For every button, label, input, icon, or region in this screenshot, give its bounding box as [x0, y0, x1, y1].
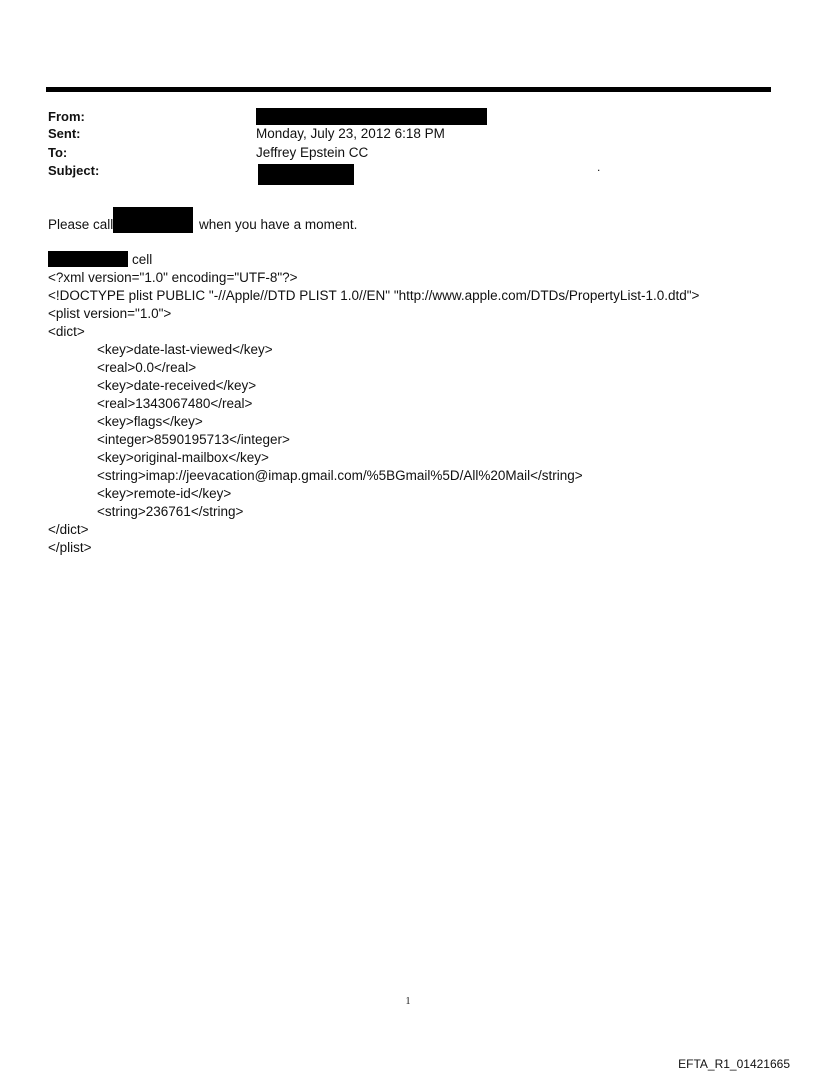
- xml-line: <integer>8590195713</integer>: [97, 432, 290, 447]
- xml-line: <real>0.0</real>: [97, 360, 197, 375]
- cell-label: cell: [132, 252, 153, 267]
- subject-label: Subject:: [48, 163, 100, 178]
- name-redaction: [113, 207, 193, 233]
- sent-label: Sent:: [48, 126, 81, 141]
- stray-mark: .: [597, 160, 601, 174]
- xml-line: <key>original-mailbox</key>: [97, 450, 269, 465]
- from-label: From:: [48, 109, 85, 124]
- xml-line: <key>date-received</key>: [97, 378, 257, 393]
- xml-line: <string>imap://jeevacation@imap.gmail.com/%5BGmail%5D/All%20Mail</string>: [97, 468, 583, 483]
- sent-value: Monday, July 23, 2012 6:18 PM: [256, 126, 445, 141]
- subject-redaction: [258, 164, 354, 185]
- to-label: To:: [48, 145, 68, 160]
- xml-line: <dict>: [48, 324, 85, 339]
- to-value: Jeffrey Epstein CC: [256, 145, 369, 160]
- xml-line: <plist version="1.0">: [48, 306, 172, 321]
- xml-line: </dict>: [48, 522, 89, 537]
- xml-line: <key>date-last-viewed</key>: [97, 342, 273, 357]
- xml-line: <key>remote-id</key>: [97, 486, 232, 501]
- xml-line: <!DOCTYPE plist PUBLIC "-//Apple//DTD PLIST 1.0//EN" "http://www.apple.com/DTDs/PropertyList-1.0.dtd">: [48, 288, 700, 303]
- body-line-1-suffix: when you have a moment.: [199, 217, 358, 232]
- xml-line: <real>1343067480</real>: [97, 396, 253, 411]
- cell-number-redaction: [48, 251, 128, 267]
- from-redaction: [256, 108, 487, 125]
- page-number: 1: [405, 996, 411, 1007]
- xml-line: </plist>: [48, 540, 92, 555]
- body-line-1-prefix: Please call: [48, 217, 114, 232]
- xml-line: <key>flags</key>: [97, 414, 203, 429]
- bates-number: EFTA_R1_01421665: [678, 1057, 790, 1071]
- xml-line: <?xml version="1.0" encoding="UTF-8"?>: [48, 270, 298, 285]
- header-rule: [46, 87, 771, 92]
- xml-line: <string>236761</string>: [97, 504, 244, 519]
